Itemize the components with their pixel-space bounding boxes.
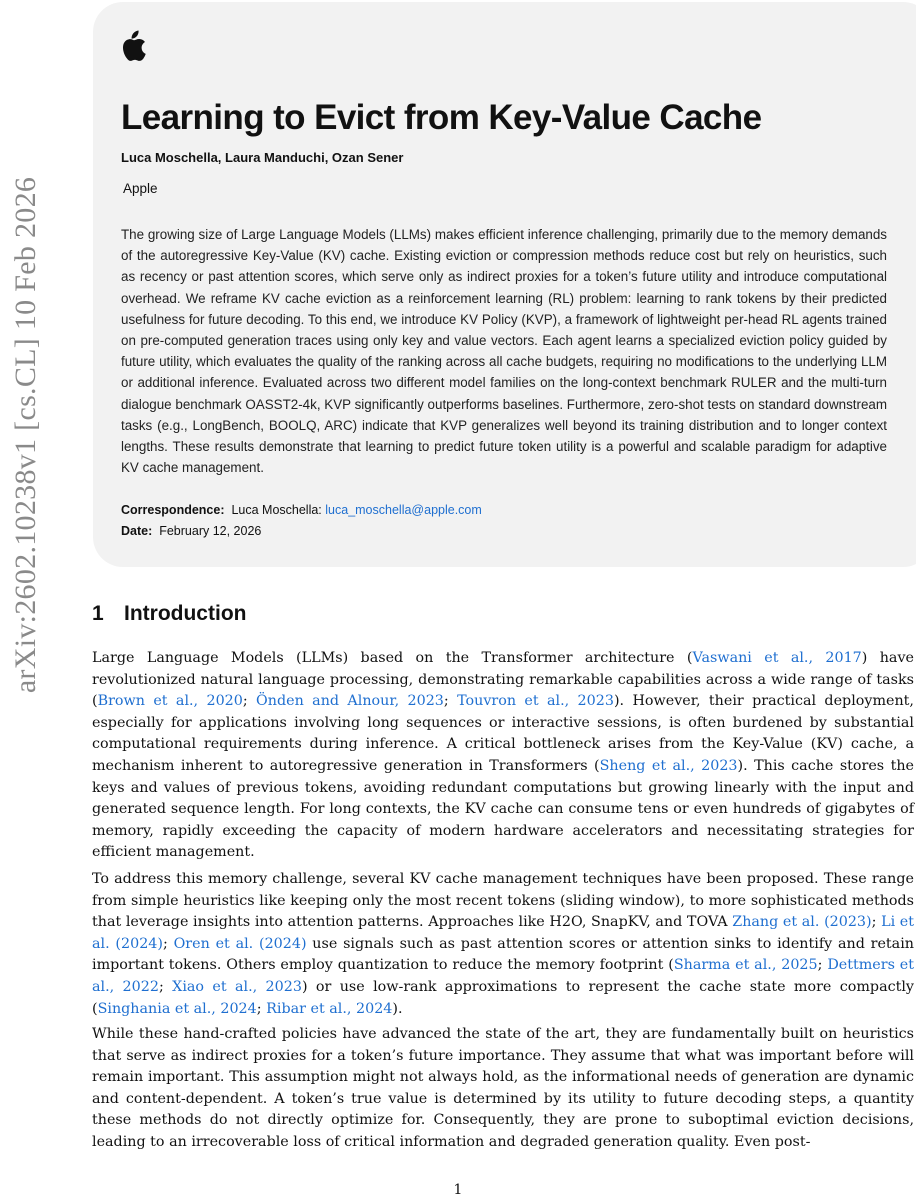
citation-link[interactable]: Dettmers et al., 2022: [92, 957, 914, 995]
correspondence-name: Luca Moschella:: [231, 503, 322, 517]
citation-link[interactable]: Sharma et al., 2025: [673, 957, 818, 974]
paper-title: Learning to Evict from Key-Value Cache: [121, 98, 762, 137]
citation-link[interactable]: Sheng et al., 2023: [599, 757, 738, 774]
correspondence-line: [121, 503, 482, 517]
abstract: The growing size of Large Language Models (LLMs) makes efficient inference challenging, primarily due to the memory demands of the autoregressive Key-Value (KV) cache. Existing eviction or compression methods reduce cost but rely on heuristics, such as recency or past attention scores, which serve only as indirect proxies for a token’s future utility and introduce computational overhead. We reframe KV cache eviction as a reinforcement learning (RL) problem: learning to rank tokens by their predicted usefulness for future decoding. To this end, we introduce KV Policy (KVP), a framework of lightweight per-head RL agents trained on pre-computed generation traces using only key and value vectors. Each agent learns a specialized eviction policy guided by future utility, which evaluates the quality of the ranking across all cache budgets, requiring no modifications to the underlying LLM or additional inference. Evaluated across two different model families on the long-context benchmark RULER and the multi-turn dialogue benchmark OASST2-4k, KVP significantly outperforms baselines. Furthermore, zero-shot tests on standard downstream tasks (e.g., LongBench, BOOLQ, ARC) indicate that KVP generalizes well beyond its training distribution and to longer context lengths. These results demonstrate that learning to predict future token utility is a powerful and scalable paradigm for adaptive KV cache management.: [121, 227, 887, 476]
citation-link[interactable]: Vaswani et al., 2017: [692, 650, 862, 666]
section-number: 1: [92, 602, 104, 625]
section-heading-introduction: [92, 602, 246, 626]
correspondence-label: Correspondence:: [121, 503, 225, 517]
date-label: Date:: [121, 524, 153, 538]
citation-link[interactable]: Li et al. (2024): [92, 914, 914, 952]
intro-paragraph-3: While these hand-crafted policies have advanced the state of the art, they are fundamentally built on heuristics that serve as indirect proxies for a token’s future importance. They assume that what was important before will remain important. This assumption might not always hold, as the informational needs of generation are dynamic and content-dependent. A token’s true value is determined by its utility to future decoding steps, a quantity these methods do not directly optimize for. Consequently, they are prone to suboptimal eviction decisions, leading to an irrecoverable loss of critical information and degraded generation quality. Even post-: [92, 1026, 914, 1150]
citation-link[interactable]: Touvron et al., 2023: [457, 693, 614, 710]
citation-link[interactable]: Brown et al., 2020: [97, 693, 243, 710]
date-line: [121, 524, 261, 538]
arxiv-identifier: arXiv:2602.10238v1 [cs.CL] 10 Feb 2026: [9, 176, 42, 694]
intro-paragraph-1: Large Language Models (LLMs) based on the Transformer architecture (Vaswani et al., 2017) have revolutionized natural language processing, demonstrating remarkable capabilities across a wide range of tasks (Brown et al., 2020; Önden and Alnour, 2023; Touvron et al., 2023). However, their practical deployment, especially for applications involving long sequences or interactive sessions, is often burdened by substantial computational requirements during inference. A critical bottleneck arises from the Key-Value (KV) cache, a mechanism inherent to autoregressive generation in Transformers (Sheng et al., 2023). This cache stores the keys and values of previous tokens, avoiding redundant computations but growing linearly with the input and generated sequence length. For long contexts, the KV cache can consume tens or even hundreds of gigabytes of memory, rapidly exceeding the capacity of modern hardware accelerators and necessitating strategies for efficient management.: [92, 650, 914, 861]
citation-link[interactable]: Singhania et al., 2024: [97, 1000, 257, 1017]
author-list: Luca Moschella, Laura Manduchi, Ozan Sener: [121, 150, 404, 165]
citation-link[interactable]: Ribar et al., 2024: [266, 1000, 393, 1017]
citation-link[interactable]: Xiao et al., 2023: [172, 978, 302, 995]
citation-link[interactable]: Önden and Alnour, 2023: [256, 693, 444, 710]
intro-paragraph-2: To address this memory challenge, several KV cache management techniques have been proposed. These range from simple heuristics like keeping only the most recent tokens (sliding window), to more sophisticated methods that leverage insights into attention patterns. Approaches like H2O, SnapKV, and TOVA Zhang et al. (2023); Li et al. (2024); Oren et al. (2024) use signals such as past attention scores or attention sinks to identify and retain important tokens. Others employ quantization to reduce the memory footprint (Sharma et al., 2025; Dettmers et al., 2022; Xiao et al., 2023) or use low-rank approximations to represent the cache state more compactly (Singhania et al., 2024; Ribar et al., 2024).: [92, 871, 914, 1017]
affiliation: Apple: [123, 181, 158, 196]
date-value: February 12, 2026: [159, 524, 262, 538]
apple-logo-icon: [121, 30, 147, 61]
section-title: Introduction: [124, 602, 247, 625]
citation-link[interactable]: Oren et al. (2024): [173, 935, 307, 952]
correspondence-email-link[interactable]: luca_moschella@apple.com: [325, 503, 482, 517]
page-number: 1: [453, 1182, 463, 1198]
citation-link[interactable]: Zhang et al. (2023): [732, 914, 872, 931]
arxiv-stamp: [0, 0, 52, 1200]
